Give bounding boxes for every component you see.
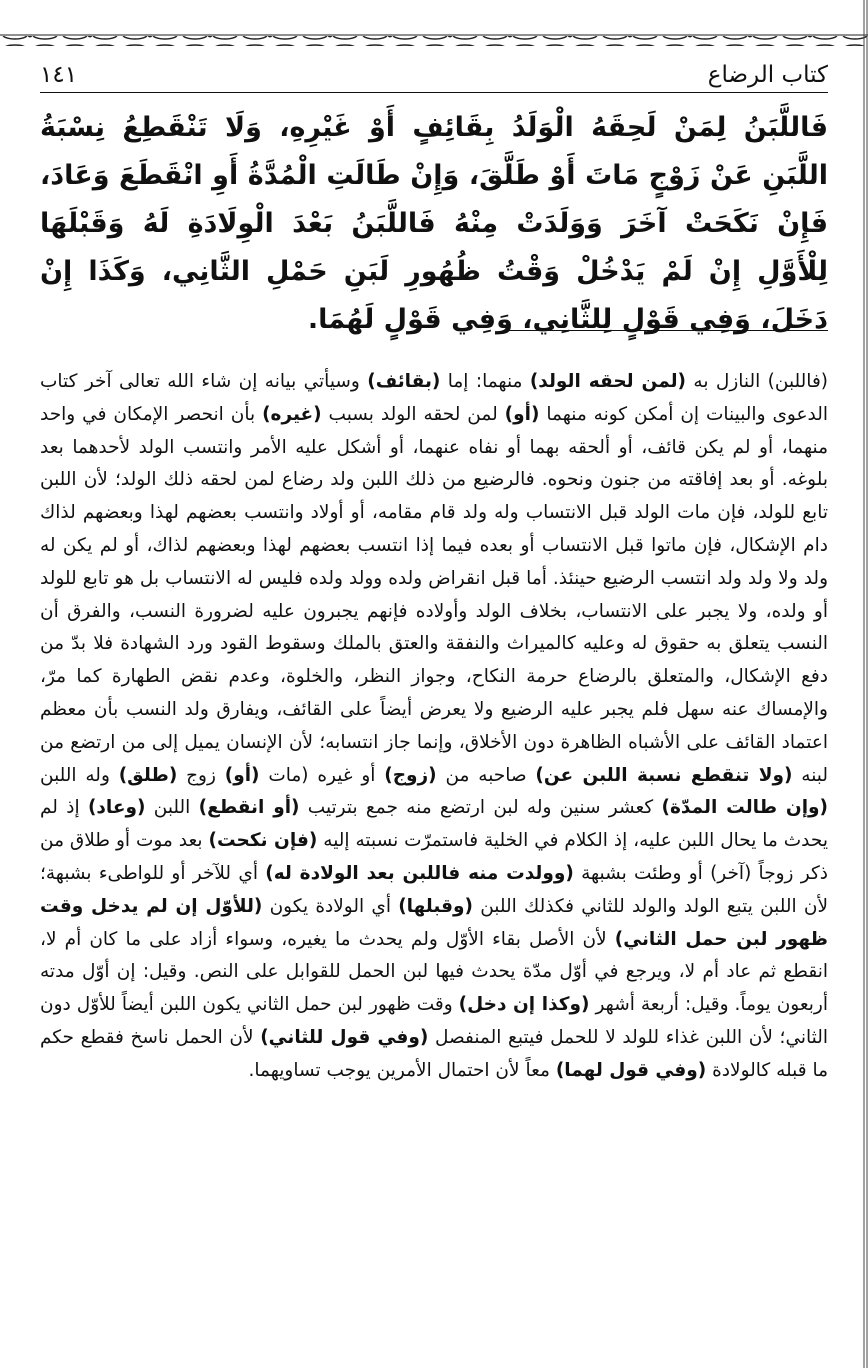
commentary-segment: بعد موت أو طلاق من ذكر زوجاً (آخر) أو وطئت بشبهة — [40, 830, 829, 884]
commentary-segment: وسيأتي بيانه إن شاء الله تعالى آخر كتاب الدعوى والبينات إن أمكن كونه منهما — [40, 371, 829, 425]
book-title: كتاب الرضاع — [707, 62, 828, 88]
commentary-segment: أي للآخر أو للواطىء بشبهة؛ لأن اللبن يتبع الولد والولد للثاني فكذلك اللبن — [40, 862, 828, 917]
commentary-segment: لأن الأصل بقاء الأوّل ولم يحدث ما يغيره، وسواء أزاد على ما كان أم لا، انقطع ثم عاد أم لا، ويرجع في أوّل مدّة يحدث فيها لبن الحمل للقوابل على النص. وقيل: إن أوّل مدته أربعون يوماً. وقيل: أربعة أشهر — [40, 928, 828, 1016]
page-number: ١٤١ — [40, 62, 78, 88]
commentary-segment: اللبن — [145, 797, 199, 819]
matn-text: فَاللَّبَنُ لِمَنْ لَحِقَهُ الْوَلَدُ بِقَائِفٍ أَوْ غَيْرِهِ، وَلَا تَنْقَطِعُ نِسْبَةُ اللَّبَنِ عَنْ زَوْجٍ مَاتَ أَوْ طَلَّقَ، وَإِنْ طَالَتِ الْمُدَّةُ أَوِ انْقَطَعَ وَعَادَ، فَإِنْ نَكَحَتْ آخَرَ وَوَلَدَتْ مِنْهُ فَاللَّبَنُ بَعْدَ الْوِلَادَةِ لَهُ وَقَبْلَهَا لِلْأَوَّلِ إِنْ لَمْ يَدْخُلْ وَقْتُ ظُهُورِ لَبَنِ حَمْلِ الثَّانِي، وَكَذَا إِنْ دَخَلَ، وَفِي قَوْلٍ لِلثَّانِي، وَفِي قَوْلٍ لَهُمَا. — [40, 112, 828, 335]
quoted-matn-phrase: (وفي قول للثاني) — [260, 1026, 429, 1048]
commentary-segment: صاحبه من — [436, 764, 536, 786]
quoted-matn-phrase: (طلق) — [118, 764, 178, 786]
quoted-matn-phrase: (زوج) — [384, 764, 437, 786]
commentary-text — [40, 366, 828, 1088]
quoted-matn-phrase: (أو) — [224, 764, 260, 786]
quoted-matn-phrase: (للأوّل إن لم يدخل وقت ظهور لبن حمل الثاني) — [40, 895, 828, 950]
quoted-matn-phrase: (ولا تنقطع نسبة اللبن عن) — [535, 764, 793, 786]
commentary-segment: لأن الحمل ناسخ فقطع حكم ما قبله كالولادة — [40, 1026, 828, 1081]
quoted-matn-phrase: (أو) — [504, 403, 540, 425]
quoted-matn-phrase: (أو انقطع) — [198, 797, 300, 819]
commentary-segment: منهما: إما — [440, 371, 530, 392]
quoted-matn-phrase: (وعاد) — [87, 797, 146, 819]
section-separator — [503, 330, 828, 331]
commentary-segment: (فاللبن) النازل به — [686, 371, 828, 392]
commentary-segment: إذ لم يحدث ما يحال اللبن عليه، إذ الكلام في الخلية فاستمرّت نسبته إليه — [40, 797, 828, 852]
quoted-matn-phrase: (وإن طالت المدّة) — [661, 797, 828, 819]
page-header — [40, 54, 828, 93]
quoted-matn-phrase: (وفي قول لهما) — [555, 1059, 707, 1081]
commentary-segment: زوج — [177, 764, 225, 786]
commentary-segment: أو غيره (مات — [259, 764, 385, 786]
commentary-segment: لمن لحقه الولد بسبب — [321, 403, 505, 425]
quoted-matn-phrase: (غيره) — [262, 403, 322, 425]
quoted-matn-phrase: (وولدت منه فاللبن بعد الولادة له) — [265, 862, 574, 884]
quoted-matn-phrase: (وقبلها) — [398, 895, 473, 917]
commentary-segment: كعشر سنين وله لبن ارتضع منه جمع بترتيب — [299, 797, 662, 819]
quoted-matn-phrase: (لمن لحقه الولد) — [529, 371, 687, 392]
commentary-segment: وقت ظهور لبن حمل الثاني يكون اللبن أيضاً للأوّل دون الثاني؛ لأن اللبن غذاء للولد لا للحمل فيتبع المنفصل — [40, 994, 829, 1048]
decorative-border-top — [0, 0, 868, 46]
commentary-segment: وله اللبن — [40, 764, 119, 786]
quoted-matn-phrase: (بقائف) — [367, 371, 441, 392]
commentary-segment: معاً لأن احتمال الأمرين يوجب تساويهما. — [248, 1059, 556, 1081]
decorative-border-right — [862, 0, 868, 1368]
commentary-segment: بأن انحصر الإمكان في واحد منهما، أو لم يكن قائف، أو ألحقه بهما أو نفاه عنهما، أو أشكل عليه الأمر وانتسب الولد لأحدهما بعد بلوغه. أو بعد إفاقته من جنون ونحوه. فالرضيع من ذلك اللبن ولد رضاع لمن لحقه ذلك الولد؛ لأن اللبن تابع للولد، فإن مات الولد قبل الانتساب وله ولد قام مقامه، أو أولاد وانتسب بعضهم لهذا وبعضهم لذاك دام الإشكال، فإن ماتوا قبل الانتساب أو بعده فيما إذا انتسب بعضهم لهذا وبعضهم لذاك، أو لم يكن له ولد ولا ولد ولد انتسب الرضيع حينئذ. أما قبل انقراض ولده وولد ولده فليس له الانتساب بل هو تابع للولد أو ولده، ولا يجبر على الانتساب، بخلاف الولد وأولاده فإنهم يجبرون عليه لضرورة النسب، والفرق أن النسب يتعلق به حقوق له وعليه كالميراث والنفقة والعتق بالملك وسقوط القود ورد الشهادة فلا بدّ من دفع الإشكال، والمتعلق بالرضاع حرمة النكاح، وجواز النظر، والخلوة، وعدم نقض الطهارة كما مرّ، والإمساك عنه سهل فلم يجبر عليه الرضيع ولا يعرض أيضاً على القائف، ويفارق ولد النسب بأن معظم اعتماد القائف على الأشباه الظاهرة دون الأخلاق، وإنما جاز انتسابه؛ لأن الإنسان يميل إلى من ارتضع من لبنه — [40, 403, 828, 786]
quoted-matn-phrase: (فإن نكحت) — [208, 830, 318, 852]
quoted-matn-phrase: (وكذا إن دخل) — [458, 994, 590, 1016]
commentary-segment: أي الولادة يكون — [262, 895, 399, 917]
